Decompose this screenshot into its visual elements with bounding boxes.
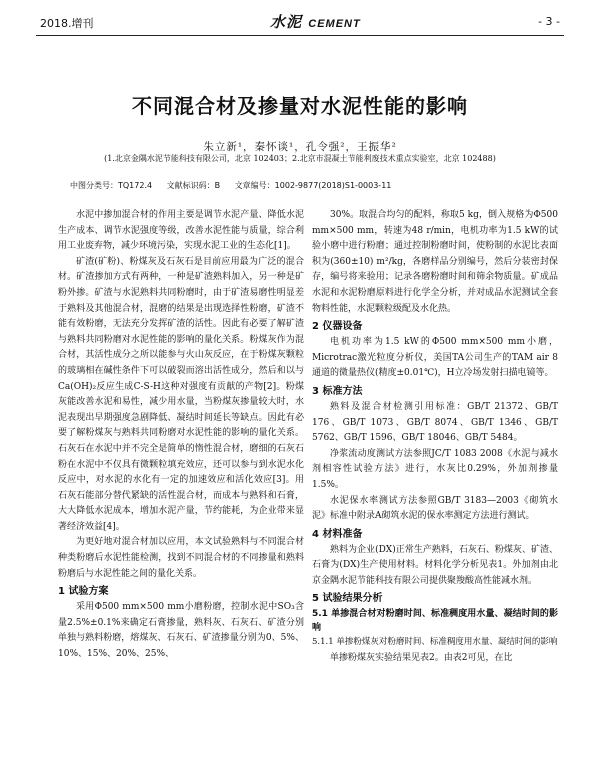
intro-paragraph-3: 为更好地对混合材加以应用，本文试验熟料与不同混合材种类粉磨后水泥性能检测，找到不同混合材的不同掺量和熟料粉磨后与水泥性能之间的量化关系。 [58, 537, 304, 579]
intro-paragraph-1: 水泥中掺加混合材的作用主要是调节水泥产量、降低水泥生产成本、调节水泥强度等级，改善水泥性能与质量，综合利用工业废弃物，减少环境污染，实现水泥工业的生态化[1]。 [58, 210, 304, 252]
section-4-heading: 4 材料准备 [312, 528, 363, 540]
intro-paragraph-2: 矿渣(矿粉)、粉煤灰及石灰石是目前应用最为广泛的混合材。矿渣掺加方式有两种，一种是矿渣熟料加入，另一种是矿粉外掺。矿渣与水泥熟料共同粉磨时，由于矿渣易磨性明显差于熟料及其他混合材，混磨的结果是出现选择性粉磨，矿渣不能有效粉磨，无法充分发挥矿渣的活性。因此有必要了解矿渣与熟料共同粉磨对水泥性能的影响的量化关系。粉煤灰作为混合材，其活性成分之所以能参与火山灰反应，在于粉煤灰颗粒的玻璃相在碱性条件下可以破裂而溶出活性成分，然后和以与Ca(OH)₂反应生成C-S-H这种对强度有贡献的产物[2]。粉煤灰能改善水泥和易性，减少用水量，当粉煤灰掺量较大时，水泥表现出早期强度急剧降低、凝结时间延长等缺点。因此有必要了解粉煤灰与熟料共同粉磨对水泥性能的影响的量化关系。石灰石在水泥中并不完全是简单的惰性混合材，磨细的石灰石粉在水泥中不仅具有微颗粒填充效应，还可以参与到水泥水化反应中，对水泥的水化有一定的加速效应和活化效应[3]。用石灰石能部分替代紧缺的活性混合材，而成本与熟料和石膏，大大降低水泥成本，增加水泥产量，节约能耗，为企业带来显著经济效益[4]。 [58, 256, 304, 532]
affiliation: (1.北京金隅水泥节能科技有限公司，北京 102403；2.北京市混凝土节能利废技术重点实验室，北京 102488) [104, 154, 496, 163]
journal-logo [270, 11, 361, 32]
issue-label: 2018.增刊 [40, 17, 94, 30]
section-3-heading: 3 标准方法 [312, 385, 363, 397]
journal-name-en: CEMENT [308, 18, 361, 30]
section-5-1-1-heading: 5.1.1 单掺粉煤灰对粉磨时间、标准稠度用水量、凝结时间的影响 [312, 637, 558, 648]
section-4-paragraph: 熟料为企业(DX)正常生产熟料，石灰石、粉煤灰、矿渣、石膏为(DX)生产使用材料。材料化学分析见表1。外加剂由北京金隅水泥节能科技有限公司提供聚羧酸高性能减水剂。 [312, 544, 558, 586]
section-5-heading: 5 试验结果分析 [312, 593, 383, 605]
clc-number: 中图分类号：TQ172.4 [70, 181, 153, 190]
section-3-paragraph-2: 净浆流动度测试方法参照JC/T 1083 2008《水泥与减水剂相容性试验方法》进行，水灰比0.29%，外加剂掺量1.5%。 [312, 448, 558, 490]
authors: 朱立新¹，秦怀谈¹，孔令强²，王振华² [203, 141, 397, 153]
right-column [312, 208, 558, 667]
section-2-heading: 2 仪器设备 [312, 321, 363, 333]
running-header [0, 0, 600, 42]
article-number: 文章编号：1002-9877(2018)S1-0003-11 [234, 181, 392, 190]
section-3-paragraph-3: 水泥保水率测试方法参照GB/T 3183—2003《砌筑水泥》标准中附录A砌筑水泥的保水率测定方法进行测试。 [312, 495, 558, 522]
section-2-paragraph: 电机功率为1.5 kW的Φ500 mm×500 mm小磨，Microtrac激光粒度分析仪，美国TA公司生产的TAM air 8通道的微量热仪(精度±0.01℃)，H立冷场发射扫描电镜等。 [312, 337, 558, 379]
section-1-heading: 1 试验方案 [58, 586, 109, 598]
article-title: 不同混合材及掺量对水泥性能的影响 [132, 94, 468, 118]
left-column [58, 208, 304, 663]
journal-name-cn: 水泥 [270, 13, 303, 31]
section-5-1-1-paragraph: 单掺粉煤灰实验结果见表2。由表2可见，在比 [330, 653, 513, 664]
section-5-1-heading: 5.1 单掺混合材对粉磨时间、标准稠度用水量、凝结时间的影响 [312, 609, 558, 634]
article-meta [70, 180, 403, 191]
section-1-paragraph: 采用Φ500 mm×500 mm小磨粉磨，控制水泥中SO₃含量2.5%±0.1%来确定石膏掺量，熟料灰、石灰石、矿渣分别单独与熟料粉磨，熔煤灰、石灰石、矿渣掺量分别为0、5%、10%、15%、20%、25%、 [58, 602, 304, 660]
section-1-continued: 30%。取混合均匀的配料，称取5 kg，倒入规格为Φ500 mm×500 mm，转速为48 r/min，电机功率为1.5 kW的试验小磨中进行粉磨；通过控制粉磨时间，使粉制的水泥比表面积为(360±10) m²/kg，各磨样品分别编号，然后分装密封保存，编号将来验用；记录各磨粉磨时间和筛余物质量。矿成品水泥和水泥粉磨原料进行化学全分析，并对成品水泥测试全套物料性能，水泥颗粒级配及水化热。 [312, 210, 558, 314]
document-code: 文献标识码：B [166, 181, 221, 190]
header-rule [36, 35, 564, 36]
section-3-paragraph-1: 熟料及混合材检测引用标准：GB/T 21372、GB/T 176、GB/T 1073、GB/T 8074、GB/T 1346、GB/T 5762、GB/T 1596、GB/T 18046、GB/T 5484。 [312, 401, 558, 444]
page-number: - 3 - [538, 15, 560, 28]
